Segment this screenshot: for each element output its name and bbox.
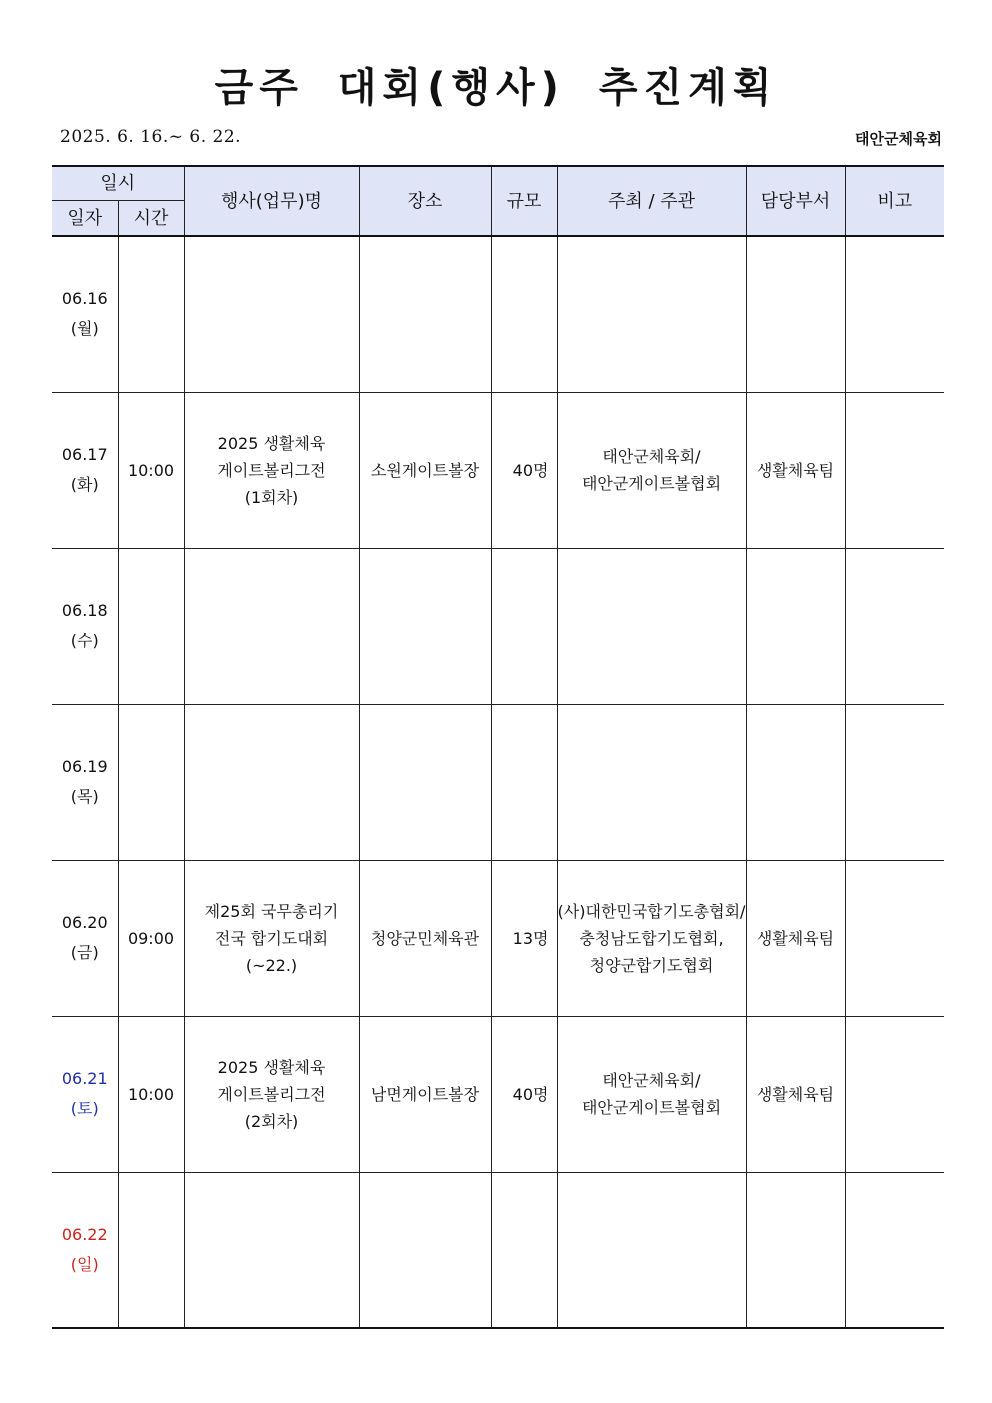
date-line: 06.18 xyxy=(61,601,108,620)
host-cell xyxy=(557,860,746,1016)
event-cell xyxy=(184,860,359,1016)
date-line: (수) xyxy=(70,631,99,650)
size-cell xyxy=(491,1172,557,1328)
header-datetime: 일시 xyxy=(52,166,184,201)
time-cell xyxy=(118,236,184,392)
place-cell: 청양군민체육관 xyxy=(359,860,491,1016)
event-line: 2025 생활체육 xyxy=(217,1057,326,1077)
event-line: (1회차) xyxy=(244,487,299,507)
header-note: 비고 xyxy=(845,166,944,236)
department-cell: 생활체육팀 xyxy=(746,860,845,1016)
event-cell xyxy=(184,548,359,704)
host-line: 태안군체육회/ xyxy=(602,1071,701,1090)
header-size: 규모 xyxy=(491,166,557,236)
date-line: 06.17 xyxy=(61,445,108,464)
table-row xyxy=(52,704,944,860)
event-cell xyxy=(184,1172,359,1328)
date-cell xyxy=(52,548,118,704)
page-title: 금주 대회(행사) 추진계획 xyxy=(214,65,778,111)
date-cell xyxy=(52,704,118,860)
event-cell xyxy=(184,392,359,548)
table-row xyxy=(52,392,944,548)
note-cell xyxy=(845,548,944,704)
date-line: 06.20 xyxy=(61,913,108,932)
table-row xyxy=(52,236,944,392)
time-cell xyxy=(118,704,184,860)
host-cell xyxy=(557,704,746,860)
note-cell xyxy=(845,704,944,860)
department-cell: 생활체육팀 xyxy=(746,1016,845,1172)
table-row xyxy=(52,860,944,1016)
place-cell xyxy=(359,236,491,392)
host-cell xyxy=(557,1172,746,1328)
size-cell xyxy=(491,548,557,704)
table-row xyxy=(52,1172,944,1328)
host-line: 태안군게이트볼협회 xyxy=(581,474,722,493)
host-line: 태안군게이트볼협회 xyxy=(581,1098,722,1117)
note-cell xyxy=(845,236,944,392)
host-line: 충청남도합기도협회, xyxy=(579,928,724,948)
date-cell xyxy=(52,1172,118,1328)
date-line: 06.16 xyxy=(61,289,108,309)
date-line: (일) xyxy=(70,1254,99,1274)
size-cell: 13명 xyxy=(491,860,557,1016)
header-department: 담당부서 xyxy=(746,166,845,236)
time-cell: 10:00 xyxy=(118,392,184,548)
place-cell xyxy=(359,548,491,704)
department-cell xyxy=(746,1172,845,1328)
host-cell xyxy=(557,236,746,392)
place-cell xyxy=(359,704,491,860)
date-line: (화) xyxy=(70,475,99,494)
note-cell xyxy=(845,392,944,548)
header-date: 일자 xyxy=(52,201,118,237)
event-line: 게이트볼리그전 xyxy=(217,460,326,480)
note-cell xyxy=(845,1172,944,1328)
department-cell xyxy=(746,548,845,704)
header-place: 장소 xyxy=(359,166,491,236)
time-cell xyxy=(118,1172,184,1328)
event-line: (~22.) xyxy=(245,955,298,975)
host-line: 청양군합기도협회 xyxy=(589,955,714,975)
department-cell xyxy=(746,704,845,860)
date-line: (월) xyxy=(70,319,99,339)
date-line: 06.19 xyxy=(61,757,108,776)
note-cell xyxy=(845,860,944,1016)
size-cell xyxy=(491,236,557,392)
time-cell xyxy=(118,548,184,704)
event-line: 2025 생활체육 xyxy=(217,433,326,453)
date-line: 06.22 xyxy=(61,1224,108,1244)
place-cell: 소원게이트볼장 xyxy=(359,392,491,548)
time-cell: 10:00 xyxy=(118,1016,184,1172)
event-cell xyxy=(184,1016,359,1172)
host-cell xyxy=(557,548,746,704)
host-line: 태안군체육회/ xyxy=(602,447,701,466)
size-cell xyxy=(491,704,557,860)
period-range: 2025. 6. 16.~ 6. 22. xyxy=(60,127,242,147)
header-host: 주최 / 주관 xyxy=(557,166,746,236)
schedule-table xyxy=(52,165,944,1329)
date-line: (금) xyxy=(70,943,99,962)
host-cell xyxy=(557,392,746,548)
size-cell: 40명 xyxy=(491,392,557,548)
event-line: 게이트볼리그전 xyxy=(217,1084,326,1104)
date-line: (토) xyxy=(70,1099,99,1118)
place-cell: 남면게이트볼장 xyxy=(359,1016,491,1172)
header-event: 행사(업무)명 xyxy=(184,166,359,236)
time-cell: 09:00 xyxy=(118,860,184,1016)
table-row xyxy=(52,548,944,704)
organization-name: 태안군체육회 xyxy=(855,130,942,148)
event-line: 전국 합기도대회 xyxy=(214,928,329,948)
date-cell xyxy=(52,860,118,1016)
department-cell xyxy=(746,236,845,392)
table-row xyxy=(52,1016,944,1172)
event-line: (2회차) xyxy=(244,1111,299,1131)
event-cell xyxy=(184,236,359,392)
date-cell xyxy=(52,1016,118,1172)
host-cell xyxy=(557,1016,746,1172)
header-time: 시간 xyxy=(118,201,184,237)
date-cell xyxy=(52,392,118,548)
host-line: (사)대한민국합기도총협회/ xyxy=(557,901,746,921)
department-cell: 생활체육팀 xyxy=(746,392,845,548)
date-line: 06.21 xyxy=(61,1069,108,1088)
event-line: 제25회 국무총리기 xyxy=(204,901,339,921)
event-cell xyxy=(184,704,359,860)
date-cell xyxy=(52,236,118,392)
date-line: (목) xyxy=(70,787,99,806)
size-cell: 40명 xyxy=(491,1016,557,1172)
note-cell xyxy=(845,1016,944,1172)
place-cell xyxy=(359,1172,491,1328)
